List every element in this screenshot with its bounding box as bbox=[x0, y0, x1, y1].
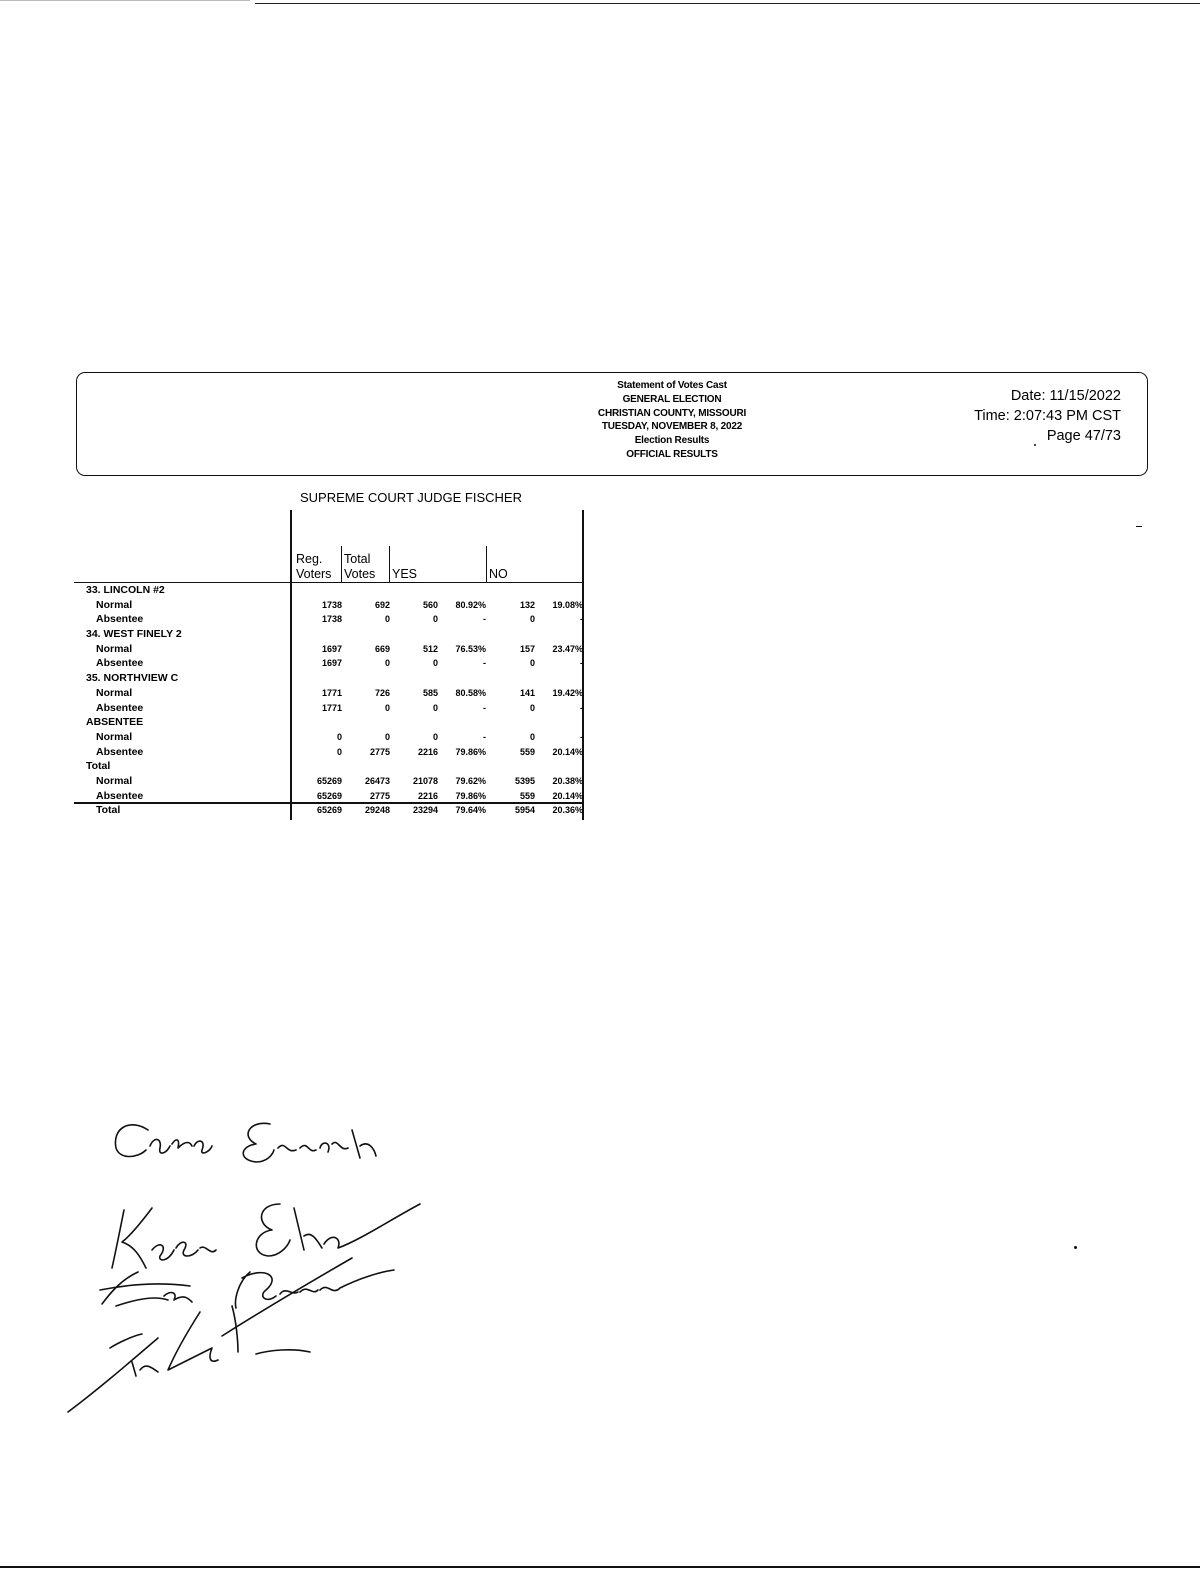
header-line: OFFICIAL RESULTS bbox=[626, 448, 718, 460]
row-label: Absentee bbox=[96, 657, 144, 670]
row-label: Normal bbox=[96, 774, 133, 787]
table-row bbox=[0, 671, 600, 686]
cell-total-votes: 692 bbox=[374, 599, 390, 610]
cell-yes: 21078 bbox=[412, 775, 438, 786]
cell-reg-voters: 1738 bbox=[321, 599, 342, 610]
row-label: Total bbox=[86, 760, 111, 773]
cell-no: 5954 bbox=[514, 805, 535, 816]
report-meta bbox=[974, 386, 1121, 446]
cell-yes: 0 bbox=[432, 702, 438, 713]
cell-no: 0 bbox=[529, 731, 535, 742]
cell-no: 559 bbox=[519, 790, 535, 801]
table-row bbox=[0, 730, 600, 745]
cell-no: 141 bbox=[519, 687, 535, 698]
row-label: Normal bbox=[96, 598, 133, 611]
signature-4 bbox=[68, 1258, 352, 1412]
cell-no: 0 bbox=[529, 702, 535, 713]
table-row bbox=[0, 789, 600, 804]
cell-reg-voters: 65269 bbox=[316, 775, 342, 786]
header-line: CHRISTIAN COUNTY, MISSOURI bbox=[597, 407, 747, 419]
column-separator bbox=[486, 546, 487, 582]
cell-yes-pct: 79.62% bbox=[455, 775, 486, 786]
signature-2 bbox=[112, 1204, 420, 1268]
cell-reg-voters: 1738 bbox=[321, 614, 342, 625]
cell-no: 157 bbox=[519, 643, 535, 654]
cell-total-votes: 0 bbox=[384, 731, 390, 742]
cell-no-pct: 23.47% bbox=[552, 643, 583, 654]
signatures bbox=[60, 1100, 440, 1420]
cell-no-pct: 19.08% bbox=[552, 599, 583, 610]
cell-yes-pct: 80.92% bbox=[455, 599, 486, 610]
cell-reg-voters: 0 bbox=[336, 746, 342, 757]
cell-total-votes: 0 bbox=[384, 614, 390, 625]
table-row bbox=[0, 598, 600, 613]
cell-total-votes: 29248 bbox=[364, 805, 390, 816]
header-line: Election Results bbox=[634, 435, 710, 447]
report-page: Page 47/73 bbox=[1046, 428, 1121, 444]
header-line: Statement of Votes Cast bbox=[617, 380, 727, 391]
table-row bbox=[0, 642, 600, 657]
table-row bbox=[0, 583, 600, 598]
column-separator bbox=[389, 546, 390, 582]
column-separator bbox=[341, 546, 342, 582]
scan-edge-line bbox=[255, 3, 1200, 4]
column-header-reg-voters: Reg. Voters bbox=[296, 552, 332, 581]
cell-no-pct: 20.14% bbox=[552, 790, 583, 801]
header-line: GENERAL ELECTION bbox=[622, 393, 722, 405]
cell-total-votes: 26473 bbox=[364, 775, 390, 786]
report-time: Time: 2:07:43 PM CST bbox=[974, 408, 1121, 424]
row-label: Normal bbox=[96, 686, 133, 699]
cell-yes-pct: 80.58% bbox=[455, 687, 486, 698]
table-row bbox=[0, 701, 600, 716]
scan-edge-line bbox=[0, 0, 250, 1]
cell-total-votes: 0 bbox=[384, 702, 390, 713]
table-row bbox=[0, 627, 600, 642]
contest-title: SUPREME COURT JUDGE FISCHER bbox=[300, 490, 522, 505]
row-label: Normal bbox=[96, 730, 133, 743]
row-label: 34. WEST FINELY 2 bbox=[86, 628, 182, 641]
cell-reg-voters: 1771 bbox=[321, 702, 342, 713]
cell-no: 559 bbox=[519, 746, 535, 757]
cell-no-pct: 20.14% bbox=[552, 746, 583, 757]
row-label: Absentee bbox=[96, 613, 144, 626]
scan-edge-line bbox=[0, 1566, 1200, 1568]
row-label: Normal bbox=[96, 642, 133, 655]
cell-reg-voters: 65269 bbox=[316, 790, 342, 801]
signature-1 bbox=[115, 1123, 376, 1162]
cell-no-pct: 20.38% bbox=[552, 775, 583, 786]
results-table bbox=[0, 583, 600, 818]
header-line: TUESDAY, NOVEMBER 8, 2022 bbox=[601, 421, 743, 433]
signature-3 bbox=[100, 1270, 394, 1308]
cell-no: 132 bbox=[519, 599, 535, 610]
cell-yes: 0 bbox=[432, 658, 438, 669]
row-label: 33. LINCOLN #2 bbox=[86, 584, 165, 596]
cell-no-pct: - bbox=[580, 731, 583, 742]
table-row bbox=[0, 612, 600, 627]
cell-yes-pct: - bbox=[483, 614, 486, 625]
cell-reg-voters: 1697 bbox=[321, 643, 342, 654]
column-header-no: NO bbox=[489, 567, 508, 581]
row-label: Total bbox=[96, 804, 121, 817]
scan-mark bbox=[1034, 444, 1036, 446]
report-date: Date: 11/15/2022 bbox=[1010, 388, 1121, 404]
cell-yes: 585 bbox=[422, 687, 438, 698]
cell-yes: 560 bbox=[422, 599, 438, 610]
cell-no-pct: - bbox=[580, 658, 583, 669]
row-label: 35. NORTHVIEW C bbox=[86, 672, 179, 685]
cell-yes: 23294 bbox=[412, 805, 438, 816]
cell-total-votes: 2775 bbox=[369, 790, 390, 801]
cell-no-pct: - bbox=[580, 614, 583, 625]
cell-yes-pct: 76.53% bbox=[455, 643, 486, 654]
report-header-title bbox=[507, 379, 837, 462]
table-row bbox=[0, 715, 600, 730]
scan-mark bbox=[1074, 1246, 1077, 1249]
table-row bbox=[0, 656, 600, 671]
row-label: Absentee bbox=[96, 789, 144, 802]
cell-no: 5395 bbox=[514, 775, 535, 786]
table-row bbox=[0, 774, 600, 789]
cell-yes-pct: - bbox=[483, 702, 486, 713]
cell-no-pct: 19.42% bbox=[552, 687, 583, 698]
cell-yes: 512 bbox=[422, 643, 438, 654]
cell-reg-voters: 1771 bbox=[321, 687, 342, 698]
column-header-total-votes: Total Votes bbox=[344, 552, 376, 581]
row-label: Absentee bbox=[96, 745, 144, 758]
cell-reg-voters: 1697 bbox=[321, 658, 342, 669]
cell-total-votes: 0 bbox=[384, 658, 390, 669]
table-row bbox=[0, 686, 600, 701]
cell-yes: 2216 bbox=[417, 790, 438, 801]
cell-reg-voters: 65269 bbox=[316, 805, 342, 816]
table-row bbox=[0, 759, 600, 774]
cell-reg-voters: 0 bbox=[336, 731, 342, 742]
cell-total-votes: 726 bbox=[374, 687, 390, 698]
scan-mark bbox=[1136, 526, 1142, 527]
column-header-yes: YES bbox=[392, 567, 418, 581]
cell-yes-pct: 79.86% bbox=[455, 746, 486, 757]
row-label: Absentee bbox=[96, 701, 144, 714]
cell-yes-pct: - bbox=[483, 658, 486, 669]
cell-yes: 0 bbox=[432, 731, 438, 742]
cell-yes-pct: 79.86% bbox=[455, 790, 486, 801]
cell-yes-pct: - bbox=[483, 731, 486, 742]
report-header bbox=[76, 372, 1148, 476]
table-row-total bbox=[0, 803, 600, 818]
row-label: ABSENTEE bbox=[86, 716, 144, 729]
cell-no-pct: - bbox=[580, 702, 583, 713]
cell-total-votes: 2775 bbox=[369, 746, 390, 757]
table-row bbox=[0, 745, 600, 760]
cell-no: 0 bbox=[529, 614, 535, 625]
cell-no: 0 bbox=[529, 658, 535, 669]
cell-total-votes: 669 bbox=[374, 643, 390, 654]
cell-yes: 0 bbox=[432, 614, 438, 625]
cell-yes: 2216 bbox=[417, 746, 438, 757]
cell-yes-pct: 79.64% bbox=[455, 805, 486, 816]
cell-no-pct: 20.36% bbox=[552, 805, 583, 816]
